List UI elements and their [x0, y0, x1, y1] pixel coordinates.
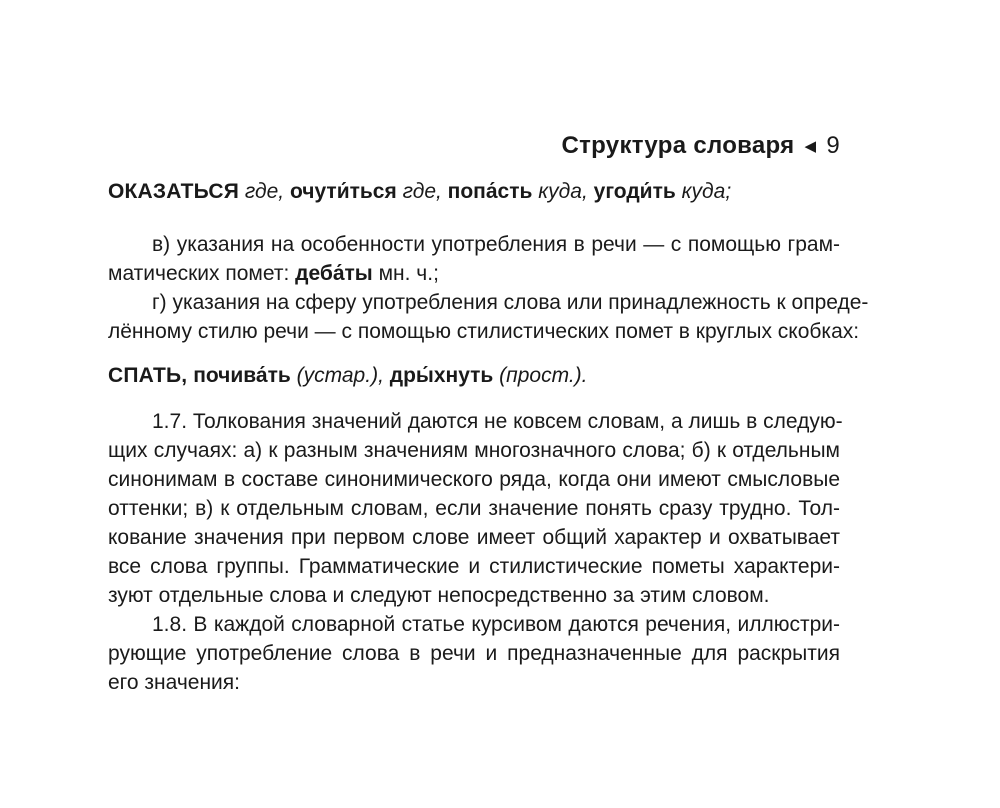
text-line: рующие употребление слова в речи и предназначенные для раскрытия: [108, 642, 840, 665]
text-line: синонимам в составе синонимического ряда, когда они имеют смысловые: [108, 468, 840, 491]
triangle-left-icon: ◀: [804, 137, 817, 155]
style-note: (устар.),: [290, 364, 384, 387]
example-word: деба́ты: [295, 262, 373, 285]
text-line: оттенки; в) к отдельным словам, если значение понять сразу трудно. Тол-: [108, 497, 840, 520]
page-number: 9: [826, 132, 840, 159]
paragraph-v: [108, 230, 840, 288]
text-line: г) указания на сферу употребления слова или принадлежность к опреде-: [152, 291, 869, 314]
running-head: [561, 132, 840, 160]
usage-note: куда,: [532, 180, 588, 203]
usage-note: где,: [239, 180, 285, 203]
style-note: (прост.).: [493, 364, 588, 387]
grammar-note: мн. ч.;: [372, 262, 439, 285]
text-line: все слова группы. Грамматические и стилистические пометы характери-: [108, 555, 840, 578]
text-line: лённому стилю речи — с помощью стилистических помет в круглых скобках:: [108, 320, 860, 343]
usage-note: куда;: [675, 180, 732, 203]
synonym-word: угоди́ть: [593, 180, 676, 203]
synonym-word: попа́сть: [447, 180, 533, 203]
usage-note: где,: [396, 180, 442, 203]
text-line: щих случаях: а) к разным значениям многозначного слова; б) к отдельным: [108, 439, 840, 462]
example-synonym-row-1: [108, 180, 731, 204]
running-head-title: Структура словаря: [561, 132, 795, 159]
paragraph-1-7: [108, 407, 843, 610]
book-page: [108, 0, 869, 808]
dominant-word: СПАТЬ,: [108, 364, 188, 387]
synonym-word: дры́хнуть: [389, 364, 494, 387]
text-line: в) указания на особенности употребления в речи — с помощью грам-: [152, 233, 840, 256]
text-line: его значения:: [108, 671, 240, 694]
text-fragment: матических помет:: [108, 262, 296, 285]
synonym-word: очути́ться: [289, 180, 397, 203]
dominant-word: ОКАЗАТЬСЯ: [108, 180, 240, 203]
example-synonym-row-2: [108, 364, 588, 388]
paragraph-1-8: [108, 610, 840, 697]
text-line: зуют отдельные слова и следуют непосредственно за этим словом.: [108, 584, 770, 607]
text-line: [108, 259, 840, 288]
text-line: кование значения при первом слове имеет общий характер и охватывает: [108, 526, 840, 549]
synonym-word: почива́ть: [193, 364, 291, 387]
paragraph-g: [108, 288, 869, 346]
text-line: 1.7. Толкования значений даются не ковсем словам, а лишь в следую-: [152, 410, 843, 433]
text-line: 1.8. В каждой словарной статье курсивом даются речения, иллюстри-: [152, 613, 840, 636]
